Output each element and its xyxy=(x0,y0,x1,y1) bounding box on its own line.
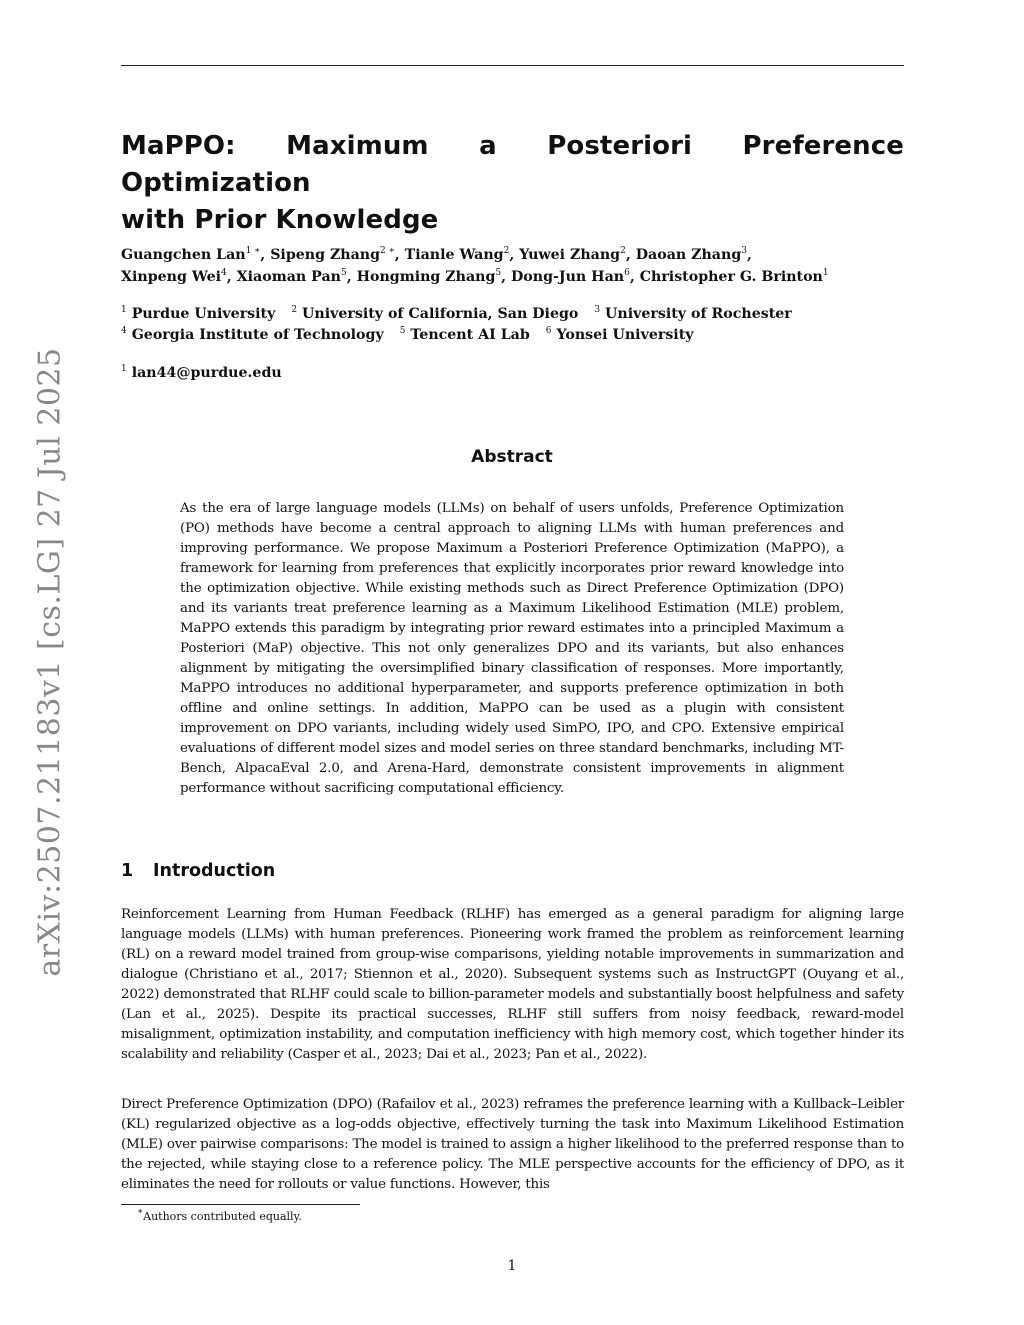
author-name: Guangchen Lan xyxy=(121,247,246,263)
title-line-2: with Prior Knowledge xyxy=(121,205,439,235)
author-separator: , xyxy=(509,247,520,263)
affiliation-name: Georgia Institute of Technology xyxy=(131,327,384,343)
affiliation-mark: 1 xyxy=(121,305,127,315)
author-name: Yuwei Zhang xyxy=(519,247,621,263)
author-name: Hongming Zhang xyxy=(356,269,496,285)
paper-title xyxy=(121,128,904,239)
affiliation-mark: 4 xyxy=(121,326,127,336)
footnote xyxy=(137,1207,302,1223)
arxiv-identifier-text: arXiv:2507.21183v1 [cs.LG] 27 Jul 2025 xyxy=(32,347,68,977)
author-separator: , xyxy=(746,247,752,263)
author-affiliation-mark: 2 xyxy=(620,246,626,256)
author-separator: , xyxy=(629,269,640,285)
affiliation-name: University of California, San Diego xyxy=(302,306,579,322)
author-name: Daoan Zhang xyxy=(635,247,742,263)
author-affiliation-mark: 1 xyxy=(822,268,829,278)
page-number: 1 xyxy=(507,1258,517,1274)
top-rule xyxy=(121,65,904,66)
author-affiliation-mark: 2 xyxy=(503,246,510,256)
author-name: Dong-Jun Han xyxy=(511,269,625,285)
affiliation-mark: 3 xyxy=(594,305,601,315)
author-line-2 xyxy=(121,266,911,288)
author-separator: , xyxy=(625,247,636,263)
author-affiliation-mark: 6 xyxy=(624,268,630,278)
author-name: Xinpeng Wei xyxy=(121,269,222,285)
affiliation-name: Purdue University xyxy=(131,306,276,322)
author-name: Xiaoman Pan xyxy=(236,269,341,285)
author-affiliation-mark: 5 xyxy=(340,268,347,278)
author-name: Christopher G. Brinton xyxy=(639,269,823,285)
intro-paragraph: Reinforcement Learning from Human Feedback (RLHF) has emerged as a general paradigm for aligning large language models (LLMs) with human preferences. Pioneering work framed the problem as reinforcement learning (RL) on a reward model trained from group-wise comparisons, yielding notable improvements in summarization and dialogue (Christiano et al., 2017; Stiennon et al., 2020). Subsequent systems such as InstructGPT (Ouyang et al., 2022) demonstrated that RLHF could scale to billion-parameter models and substantially boost helpfulness and safety (Lan et al., 2025). Despite its practical successes, RLHF still suffers from noisy feedback, reward-model misalignment, optimization instability, and computation inefficiency with high memory cost, which together hinder its scalability and reliability (Casper et al., 2023; Dai et al., 2023; Pan et al., 2022). xyxy=(121,907,904,1062)
author-affiliation-mark: 5 xyxy=(495,268,502,278)
affiliation-name: Yonsei University xyxy=(556,327,694,343)
section-number: 1 xyxy=(121,861,134,881)
affiliation-mark: 5 xyxy=(399,326,406,336)
author-separator: , xyxy=(346,269,357,285)
section-heading xyxy=(121,861,275,881)
author-separator: , xyxy=(394,247,405,263)
section-title: Introduction xyxy=(153,861,276,881)
author-affiliation-mark: 3 xyxy=(741,246,747,256)
author-separator: , xyxy=(260,247,271,263)
contact-email xyxy=(121,365,282,381)
author-separator: , xyxy=(501,269,511,285)
affiliation-mark: 6 xyxy=(545,326,552,336)
email-affiliation-mark: 1 xyxy=(121,364,127,374)
author-name: Tianle Wang xyxy=(404,247,504,263)
author-list xyxy=(121,244,911,288)
abstract-text: As the era of large language models (LLMs) on behalf of users unfolds, Preference Optimization (PO) methods have become a central approach to aligning LLMs with human preferences and improving performance. We propose Maximum a Posteriori Preference Optimization (MaPPO), a framework for learning from preferences that explicitly incorporates prior reward knowledge into the optimization objective. While existing methods such as Direct Preference Optimization (DPO) and its variants treat preference learning as a Maximum Likelihood Estimation (MLE) problem, MaPPO extends this paradigm by integrating prior reward estimates into a principled Maximum a Posteriori (MaP) objective. This not only generalizes DPO and its variants, but also enhances alignment by mitigating the oversimplified binary classification of responses. More importantly, MaPPO introduces no additional hyperparameter, and supports preference optimization in both offline and online settings. In addition, MaPPO can be used as a plugin with consistent improvement on DPO variants, including widely used SimPO, IPO, and CPO. Extensive empirical evaluations of different model sizes and model series on three standard benchmarks, including MT-Bench, AlpacaEval 2.0, and Arena-Hard, demonstrate consistent improvements in alignment performance without sacrificing computational efficiency. xyxy=(180,501,844,796)
intro-paragraph: Direct Preference Optimization (DPO) (Rafailov et al., 2023) reframes the preference learning with a Kullback–Leibler (KL) regularized objective as a log-odds objective, effectively turning the task into Maximum Likelihood Estimation (MLE) over pairwise comparisons: The model is trained to assign a higher likelihood to the preferred response than to the rejected, while staying close to a reference policy. The MLE perspective accounts for the efficiency of DPO, as it eliminates the need for rollouts or value functions. However, this xyxy=(121,1097,904,1192)
affiliation-mark: 2 xyxy=(291,305,298,315)
footnote-text: Authors contributed equally. xyxy=(143,1210,302,1223)
affiliation-name: University of Rochester xyxy=(605,306,792,322)
footnote-mark: ∗ xyxy=(137,1207,144,1217)
affiliation-line-1 xyxy=(121,304,911,325)
author-line-1 xyxy=(121,244,911,266)
footnote-rule xyxy=(121,1204,360,1205)
affiliation-list xyxy=(121,304,911,346)
author-name: Sipeng Zhang xyxy=(270,247,381,263)
affiliation-name: Tencent AI Lab xyxy=(410,327,530,343)
abstract-heading: Abstract xyxy=(471,447,553,467)
author-affiliation-mark: 4 xyxy=(221,268,227,278)
author-separator: , xyxy=(226,269,237,285)
email-address: lan44@purdue.edu xyxy=(131,365,282,381)
title-line-1: MaPPO: Maximum a Posteriori Preference Optimization xyxy=(121,131,904,198)
author-affiliation-mark: 1 ∗ xyxy=(245,246,261,256)
author-affiliation-mark: 2 ∗ xyxy=(380,246,395,256)
affiliation-line-2 xyxy=(121,325,911,346)
